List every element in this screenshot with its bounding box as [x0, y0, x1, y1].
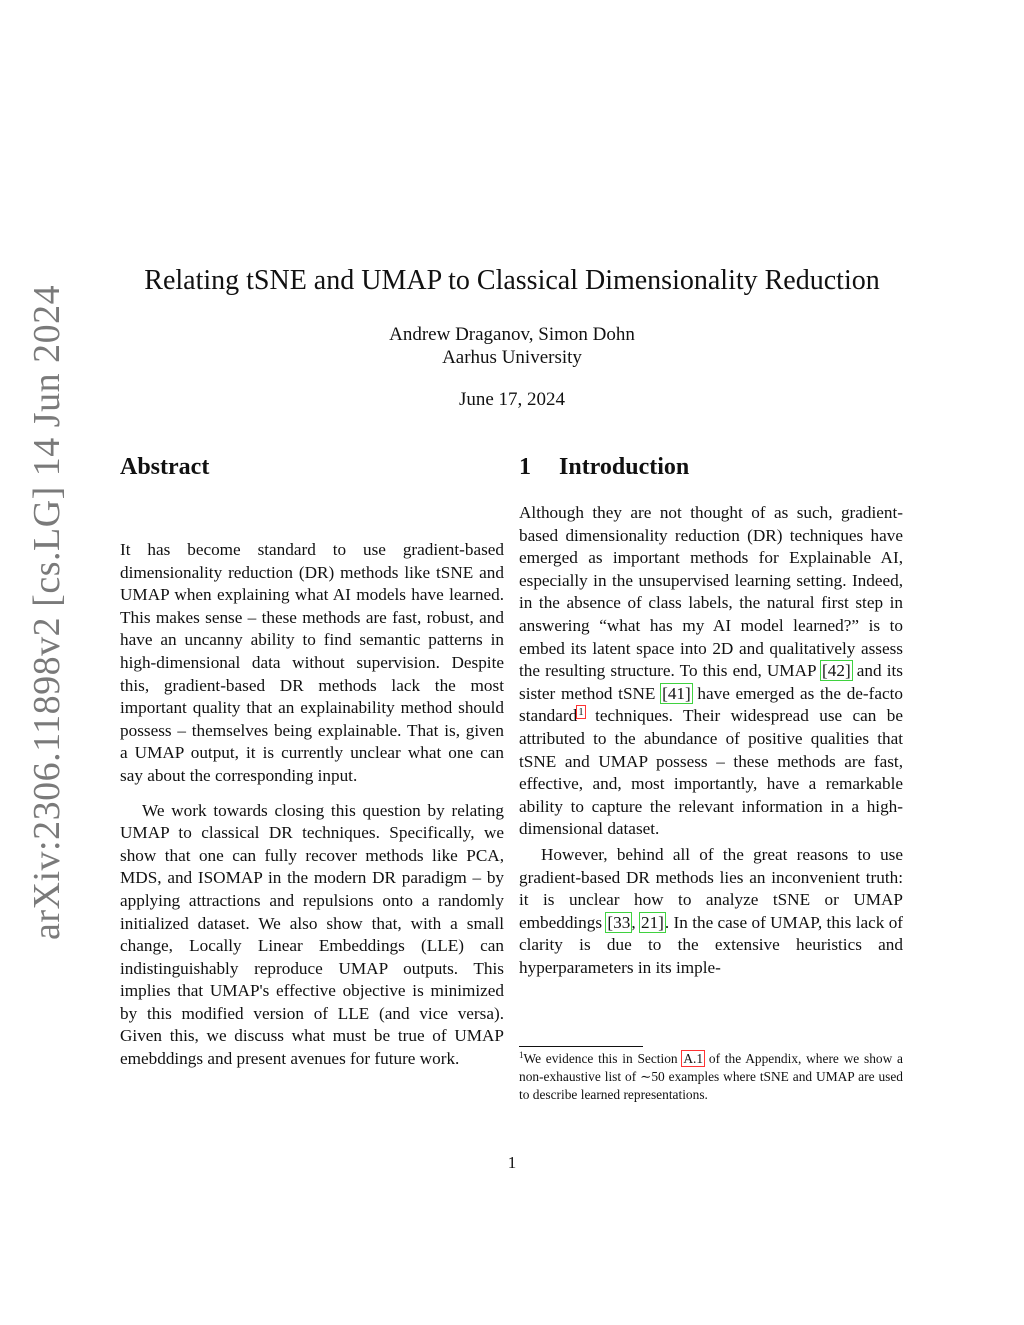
intro-text: have emerged as the de-facto standard [519, 683, 903, 726]
author-block [100, 323, 924, 369]
footnote-divider [519, 1046, 643, 1047]
abstract-heading: Abstract [120, 454, 210, 480]
introduction-heading [519, 452, 903, 482]
intro-text: However, behind all of the great reasons to use gradient-based DR methods lies an inconvenient truth: it is unclear how to analyze tSNE or UMAP embeddings [519, 844, 903, 932]
intro-text: and its sister method tSNE [519, 661, 903, 703]
paper-date: June 17, 2024 [458, 389, 566, 410]
citation-separator: , [631, 912, 640, 932]
section-title: Introduction [559, 454, 690, 480]
intro-text: Although they are not thought of as such, gradient-based dimensionality reduction (DR) techniques have emerged as important methods for Explainable AI, especially in the unsupervised learning setting. Indeed, in the absence of class labels, the natural first step in answering “what has my AI model learned?” is to embed its latent space into 2D and qualitatively assess the resulting structure. To this end, UMAP [519, 503, 903, 681]
abstract-paragraph-2: We work towards closing this question by relating UMAP to classical DR techniques. Specifically, we show that one can fully recover methods like PCA, MDS, and ISOMAP in the modern DR paradigm – by applying attractions and repulsions onto a randomly initialized dataset. We also show that, with a small change, Locally Linear Embeddings (LLE) can indistinguishably reproduce UMAP outputs. This implies that UMAP's effective objective is minimized by this modified version of LLE (and vice versa). Given this, we discuss what must be true of UMAP emebddings and present avenues for future work. [120, 800, 504, 1069]
intro-text: . In the case of UMAP, this lack of clarity is due to the extensive heuristics and hyperparameters in its imple- [519, 912, 904, 977]
citation-link-21[interactable]: 21] [640, 912, 664, 932]
appendix-section-link[interactable]: A.1 [683, 1051, 704, 1066]
abstract-paragraph-1: It has become standard to use gradient-based dimensionality reduction (DR) methods like tSNE and UMAP when explaining what AI models have learned. This makes sense – these methods are fast, robust, and have an uncanny ability to find semantic patterns in high-dimensional data without supervision. Despite this, gradient-based DR methods lack the most important quality that an explainability method should possess – themselves being explainable. That is, given a UMAP output, it is currently unclear what one can say about the corresponding input. [120, 540, 504, 785]
citation-link-33[interactable]: [33 [607, 912, 631, 932]
citation-link-41[interactable]: [41] [662, 683, 691, 703]
author-affiliation: Aarhus University [442, 347, 582, 368]
author-names: Andrew Draganov, Simon Dohn [389, 324, 635, 345]
right-column [519, 452, 903, 979]
footnote-text: We evidence this in Section [523, 1051, 683, 1066]
paper-title: Relating tSNE and UMAP to Classical Dimensionality Reduction [144, 265, 880, 296]
intro-text: techniques. Their widespread use can be attributed to the abundance of positive qualities that tSNE and UMAP possess – these methods are fast, effective, and, most importantly, have a remarkable ability to capture the relevant information in a high-dimensional dataset. [519, 706, 903, 839]
footnote-1 [519, 1050, 903, 1104]
arxiv-identifier-stamp: arXiv:2306.11898v2 [cs.LG] 14 Jun 2024 [26, 284, 68, 940]
footnote-mark: 1 [519, 1050, 524, 1060]
intro-paragraph-2 [519, 844, 903, 980]
page-number: 1 [507, 1153, 517, 1172]
intro-paragraph-1 [519, 502, 903, 841]
section-number: 1 [519, 454, 531, 480]
citation-link-42[interactable]: [42] [822, 661, 851, 681]
left-column [120, 452, 504, 1071]
footnote-link-1[interactable]: 1 [578, 706, 584, 719]
footnote-text: of the Appendix, where we show a non-exhaustive list of ∼50 examples where tSNE and UMAP are used to describe learned representations. [519, 1051, 903, 1102]
